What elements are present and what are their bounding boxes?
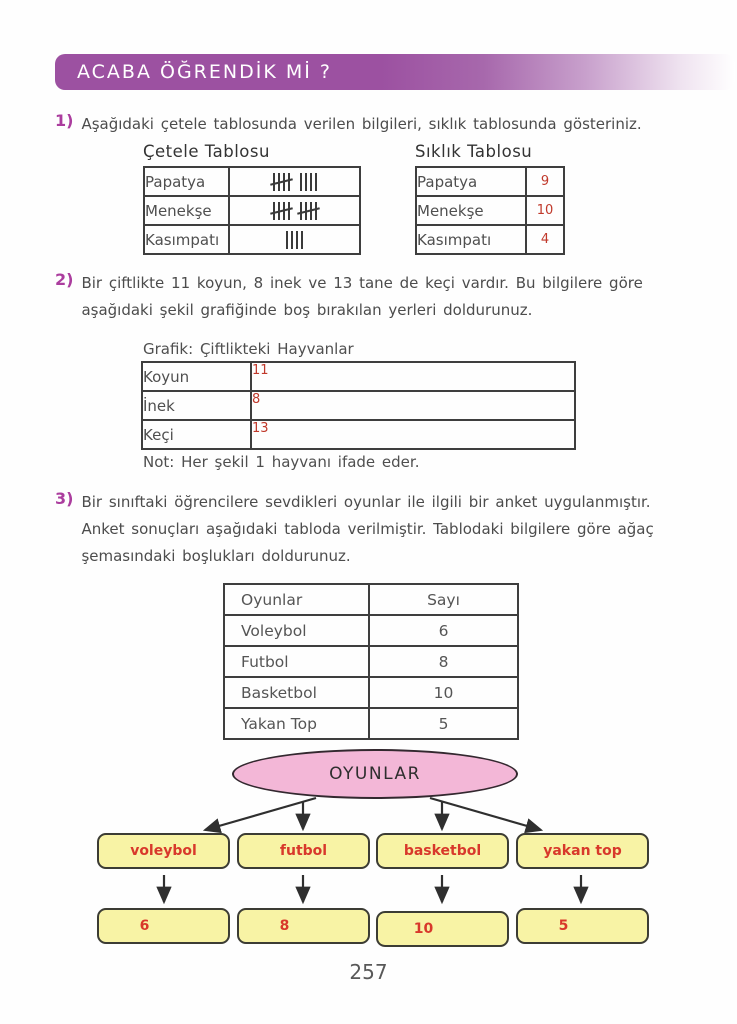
tree-branch-label: futbol: [279, 843, 328, 859]
frequency-row-value: 9: [526, 167, 564, 196]
frequency-table-row: [416, 167, 564, 196]
tree-branch-value: 6: [139, 918, 150, 934]
tally-bar: [310, 173, 312, 191]
tree-root-label: OYUNLAR: [329, 764, 421, 784]
frequency-row-label: Papatya: [416, 167, 526, 196]
shape-graph-title: Grafik: Çiftlikteki Hayvanlar: [143, 340, 354, 358]
question-2-number: 2): [55, 270, 74, 289]
tally-row-marks: [229, 225, 360, 254]
tally-bar: [301, 231, 303, 249]
tree-branch-value: 10: [413, 921, 434, 937]
games-row-label: Voleybol: [224, 615, 369, 646]
tally-table-row: [144, 225, 360, 254]
tally-row-label: Menekşe: [144, 196, 229, 225]
tree-value-yakan-top: [516, 908, 649, 944]
shape-graph-table: [141, 361, 576, 450]
tally-bar: [315, 202, 317, 220]
tree-branch-value: 8: [279, 918, 290, 934]
question-3: [55, 489, 654, 570]
question-2: [55, 270, 643, 324]
question-2-text: [81, 270, 642, 324]
games-table-header-oyunlar: Oyunlar: [224, 584, 369, 615]
tally-row-marks: [229, 196, 360, 225]
games-row-label: Basketbol: [224, 677, 369, 708]
games-row-value: 6: [369, 615, 518, 646]
tally-bar: [305, 173, 307, 191]
shape-graph-row-value: 13: [251, 420, 575, 449]
frequency-row-value: 10: [526, 196, 564, 225]
tally-table-title: Çetele Tablosu: [143, 142, 270, 161]
games-row-label: Futbol: [224, 646, 369, 677]
shape-graph-row-value: 8: [251, 391, 575, 420]
frequency-row-label: Menekşe: [416, 196, 526, 225]
tally-bar: [288, 173, 290, 191]
games-table-row: [224, 615, 518, 646]
tally-bar: [286, 231, 288, 249]
shape-graph-row-label: Koyun: [142, 362, 251, 391]
question-3-number: 3): [55, 489, 74, 508]
frequency-row-label: Kasımpatı: [416, 225, 526, 254]
tree-branch-yakan-top: [516, 833, 649, 869]
tree-root-node: [232, 749, 518, 799]
frequency-row-value: 4: [526, 225, 564, 254]
shape-graph-row: [142, 362, 575, 391]
tally-bar: [310, 202, 312, 220]
games-table-row: [224, 677, 518, 708]
question-1-number: 1): [55, 111, 74, 130]
tally-group-of-4: [300, 173, 317, 191]
tally-bar: [288, 202, 290, 220]
tally-row-label: Papatya: [144, 167, 229, 196]
frequency-table-title: Sıklık Tablosu: [415, 142, 533, 161]
tally-bar: [283, 173, 285, 191]
tree-branch-voleybol: [97, 833, 230, 869]
tree-value-basketbol: [376, 911, 509, 947]
shape-graph-note: Not: Her şekil 1 hayvanı ifade eder.: [143, 453, 420, 471]
question-1-text: Aşağıdaki çetele tablosunda verilen bilgileri, sıklık tablosunda gösteriniz.: [81, 115, 642, 133]
tree-diagram: [0, 745, 737, 960]
games-row-value: 10: [369, 677, 518, 708]
frequency-table-row: [416, 225, 564, 254]
games-table-row: [224, 646, 518, 677]
tree-branch-label: basketbol: [403, 843, 482, 859]
games-row-value: 8: [369, 646, 518, 677]
shape-graph-row-label: İnek: [142, 391, 251, 420]
games-row-label: Yakan Top: [224, 708, 369, 739]
games-table: [223, 583, 519, 740]
tally-bar: [291, 231, 293, 249]
shape-graph-row-label: Keçi: [142, 420, 251, 449]
frequency-table-row: [416, 196, 564, 225]
tally-bar: [300, 173, 302, 191]
tally-bar: [296, 231, 298, 249]
arrow-root-to-voleybol: [205, 798, 316, 830]
tally-bar: [315, 173, 317, 191]
tally-bar: [300, 202, 302, 220]
tally-group-of-4: [286, 231, 303, 249]
arrow-root-to-yakantop: [430, 798, 541, 830]
tree-branch-basketbol: [376, 833, 509, 869]
frequency-table: [415, 166, 565, 255]
question-3-line-3: şemasındaki boşlukları doldurunuz.: [81, 547, 351, 565]
shape-graph-row: [142, 420, 575, 449]
tally-row-label: Kasımpatı: [144, 225, 229, 254]
tally-bar: [305, 202, 307, 220]
tree-value-voleybol: [97, 908, 230, 944]
tally-bar: [278, 202, 280, 220]
question-2-line-1: Bir çiftlikte 11 koyun, 8 inek ve 13 tane de keçi vardır. Bu bilgilere göre: [81, 274, 643, 292]
question-1: [55, 111, 642, 138]
question-3-line-1: Bir sınıftaki öğrencilere sevdikleri oyunlar ile ilgili bir anket uygulanmıştır.: [81, 493, 651, 511]
tree-branch-label: voleybol: [130, 843, 197, 859]
tree-value-futbol: [237, 908, 370, 944]
tally-group-of-5: [300, 202, 317, 220]
tree-branch-futbol: [237, 833, 370, 869]
tree-branch-value: 5: [558, 918, 569, 934]
question-3-line-2: Anket sonuçları aşağıdaki tabloda verilmiştir. Tablodaki bilgilere göre ağaç: [81, 520, 654, 538]
question-3-text: [81, 489, 653, 570]
tally-group-of-5: [273, 202, 290, 220]
section-header-banner: [55, 54, 735, 90]
tally-bar: [273, 202, 275, 220]
tree-branch-label: yakan top: [543, 843, 622, 859]
tally-table-row: [144, 196, 360, 225]
games-table-header-sayi: Sayı: [369, 584, 518, 615]
tally-table-row: [144, 167, 360, 196]
section-title: ACABA ÖĞRENDİK Mİ ?: [77, 61, 332, 83]
shape-graph-row-value: 11: [251, 362, 575, 391]
games-row-value: 5: [369, 708, 518, 739]
tally-group-of-5: [273, 173, 290, 191]
tally-table: [143, 166, 361, 255]
games-table-row: [224, 708, 518, 739]
shape-graph-row: [142, 391, 575, 420]
question-2-line-2: aşağıdaki şekil grafiğinde boş bırakılan yerleri doldurunuz.: [81, 301, 533, 319]
page-number: 257: [349, 960, 388, 984]
tally-bar: [278, 173, 280, 191]
tally-row-marks: [229, 167, 360, 196]
tally-bar: [283, 202, 285, 220]
tally-bar: [273, 173, 275, 191]
